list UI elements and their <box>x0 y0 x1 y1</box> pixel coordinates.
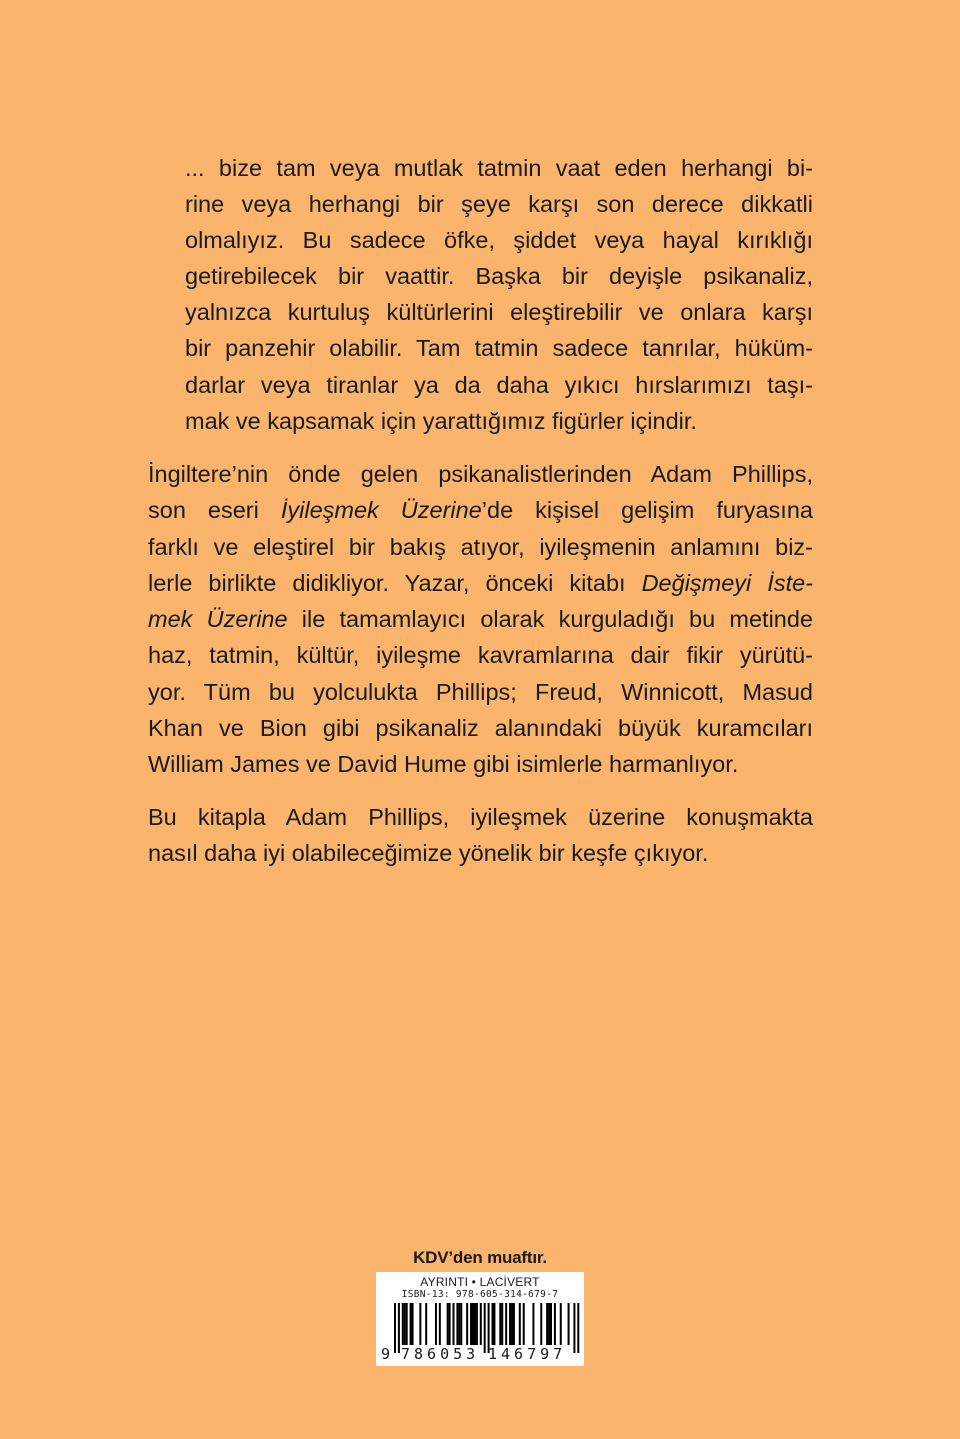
book-description <box>148 456 813 871</box>
barcode-digits-right: 146797 <box>488 1345 567 1363</box>
vat-exempt-note: KDV’den muaftır. <box>413 1248 547 1267</box>
barcode-bar <box>460 1303 462 1345</box>
barcode-bar <box>425 1303 427 1345</box>
barcode-bar <box>472 1303 474 1345</box>
quote-line: rine veya herhangi bir şeye karşı son derece dikkatli <box>185 191 813 218</box>
barcode-bar <box>404 1303 406 1345</box>
description-text: ’de kişisel gelişim furyasına <box>481 497 813 524</box>
barcode-bar <box>453 1303 455 1345</box>
isbn-label: ISBN-13: 978-605-314-679-7 <box>401 1289 559 1300</box>
barcode-bar <box>470 1303 472 1345</box>
barcode-bar <box>458 1303 460 1345</box>
barcode-bar <box>402 1303 404 1345</box>
barcode-bar <box>439 1303 441 1345</box>
barcode-bar <box>511 1303 513 1345</box>
barcode-bar <box>410 1303 412 1345</box>
barcode-guard-bar <box>573 1303 575 1353</box>
barcode-bar <box>435 1303 437 1345</box>
barcode-bar <box>480 1303 482 1345</box>
description-line <box>148 601 813 637</box>
description-paragraph-2 <box>148 799 813 872</box>
barcode-bar <box>546 1303 548 1345</box>
description-line: İngiltere’nin önde gelen psikanalistlerinden Adam Phillips, <box>148 461 813 487</box>
barcode-bar <box>523 1303 525 1345</box>
barcode-bar <box>501 1303 503 1345</box>
barcode-bar <box>513 1303 515 1345</box>
description-line: Bu kitapla Adam Phillips, iyileşmek üzerine konuşmakta <box>148 803 813 830</box>
barcode-bar <box>476 1303 478 1345</box>
description-text: lerle birlikte didikliyor. Yazar, önceki kitabı <box>148 569 642 596</box>
book-title: İyileşmek Üzerine <box>280 497 482 524</box>
barcode-guard-bar <box>484 1303 486 1353</box>
description-text: ile tamamlayıcı olarak kurguladığı bu metinde <box>287 606 813 633</box>
barcode-bar <box>548 1303 550 1345</box>
quote-line: ... bize tam veya mutlak tatmin vaat eden herhangi bi- <box>185 155 813 181</box>
publisher-series: AYRINTI • LACİVERT <box>420 1275 540 1289</box>
barcode-guard-bar <box>577 1303 579 1353</box>
barcode-guard-bar <box>398 1303 400 1353</box>
barcode-bar <box>550 1303 552 1345</box>
description-line: William James ve David Hume gibi isimlerle harmanlıyor. <box>148 751 739 778</box>
quote-line: darlar veya tiranlar ya da daha yıkıcı hırslarımızı taşı- <box>185 371 813 398</box>
epigraph-quote <box>185 150 813 439</box>
barcode-bar <box>419 1303 421 1345</box>
barcode-bar <box>456 1303 458 1345</box>
description-line: haz, tatmin, kültür, iyileşme kavramlarına dair fikir yürütü- <box>148 642 813 669</box>
previous-book-title: mek Üzerine <box>148 606 288 633</box>
barcode-bar <box>499 1303 501 1345</box>
barcode-bar <box>560 1303 562 1345</box>
barcode-bar <box>466 1303 468 1345</box>
barcode-guard-bar <box>394 1303 396 1353</box>
barcode-bar <box>406 1303 408 1345</box>
description-paragraph-1 <box>148 456 813 783</box>
barcode-bar <box>492 1303 494 1345</box>
barcode-bar <box>519 1303 521 1345</box>
barcode-bar <box>554 1303 556 1345</box>
barcode-bar <box>493 1303 495 1345</box>
barcode-bar <box>474 1303 476 1345</box>
description-text: son eseri <box>148 497 281 524</box>
barcode-bar <box>449 1303 451 1345</box>
barcode-bar <box>412 1303 414 1345</box>
quote-line: bir panzehir olabilir. Tam tatmin sadece tanrılar, hüküm- <box>185 335 813 362</box>
description-line: yor. Tüm bu yolculukta Phillips; Freud, Winnicott, Masud <box>148 678 813 705</box>
barcode-digits-left: 786053 <box>401 1345 480 1363</box>
previous-book-title: Değişmeyi İste- <box>641 569 813 596</box>
description-line <box>148 565 813 601</box>
barcode-bar <box>568 1303 570 1345</box>
description-line: Khan ve Bion gibi psikanaliz alanındaki büyük kuramcıları <box>148 715 813 742</box>
barcode-bar <box>509 1303 511 1345</box>
barcode-bar <box>540 1303 542 1345</box>
description-line: farklı ve eleştirel bir bakış atıyor, iyileşmenin anlamını biz- <box>148 533 813 560</box>
quote-line: getirebilecek bir vaattir. Başka bir deyişle psikanaliz, <box>185 263 813 290</box>
description-line: nasıl daha iyi olabileceğimize yönelik bir keşfe çıkıyor. <box>148 839 709 866</box>
barcode-bar <box>532 1303 534 1345</box>
barcode-bar <box>447 1303 449 1345</box>
quote-line: olmalıyız. Bu sadece öfke, şiddet veya hayal kırıklığı <box>185 227 813 254</box>
barcode-digit-first: 9 <box>381 1345 391 1363</box>
description-line <box>148 492 813 528</box>
barcode-label <box>376 1272 584 1366</box>
quote-line: yalnızca kurtuluş kültürlerini eleştirebilir ve onlara karşı <box>185 299 813 326</box>
barcode-bar <box>505 1303 507 1345</box>
quote-line: mak ve kapsamak için yarattığımız figürler içindir. <box>185 407 697 434</box>
